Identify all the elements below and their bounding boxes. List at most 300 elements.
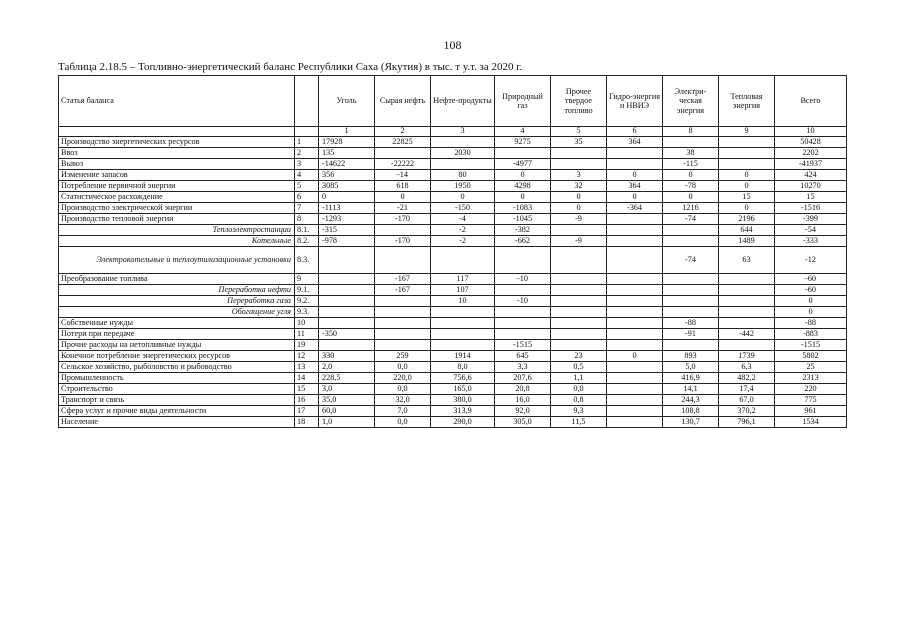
cell-value: -4977	[495, 159, 551, 170]
row-item-label: Электрокотельные и теплоутилизационные установки	[59, 247, 295, 274]
cell-value: 4298	[495, 181, 551, 192]
cell-value	[719, 318, 775, 329]
cell-value: 0	[495, 192, 551, 203]
table-row	[59, 137, 847, 148]
cell-value: 305,0	[495, 417, 551, 428]
cell-value	[607, 296, 663, 307]
cell-value: 108,8	[663, 406, 719, 417]
cell-value: -364	[607, 203, 663, 214]
column-header	[295, 76, 319, 127]
cell-value	[719, 285, 775, 296]
cell-value	[607, 159, 663, 170]
cell-value	[551, 159, 607, 170]
column-header: Тепловая энергия	[719, 76, 775, 127]
cell-value: 7,0	[375, 406, 431, 417]
cell-value: 6,3	[719, 362, 775, 373]
cell-value: -12	[775, 247, 847, 274]
cell-value: 0,8	[551, 395, 607, 406]
cell-value: 644	[719, 225, 775, 236]
cell-value: 8,0	[431, 362, 495, 373]
cell-value: 5,0	[663, 362, 719, 373]
row-item-label: Преобразование топлива	[59, 274, 295, 285]
cell-value	[495, 307, 551, 318]
cell-value: 11,5	[551, 417, 607, 428]
row-code: 13	[295, 362, 319, 373]
cell-value: 3085	[319, 181, 375, 192]
cell-value: 618	[375, 181, 431, 192]
cell-value: 1950	[431, 181, 495, 192]
cell-value: 2202	[775, 148, 847, 159]
cell-value: 0	[775, 296, 847, 307]
cell-value: 0	[607, 192, 663, 203]
cell-value	[431, 340, 495, 351]
cell-value: -14	[375, 170, 431, 181]
cell-value: 756,6	[431, 373, 495, 384]
cell-value: 67,0	[719, 395, 775, 406]
table-row	[59, 362, 847, 373]
cell-value: 220	[775, 384, 847, 395]
cell-value: 38	[663, 148, 719, 159]
column-header: Сырая нефть	[375, 76, 431, 127]
cell-value	[663, 225, 719, 236]
row-code: 10	[295, 318, 319, 329]
column-header: Гидро-энергия и НВИЭ	[607, 76, 663, 127]
cell-value: 20,8	[495, 384, 551, 395]
cell-value: -170	[375, 236, 431, 247]
cell-value: 0	[375, 192, 431, 203]
row-code: 2	[295, 148, 319, 159]
cell-value	[663, 236, 719, 247]
cell-value: 16,0	[495, 395, 551, 406]
cell-value	[319, 274, 375, 285]
cell-value: 0	[551, 192, 607, 203]
cell-value: 17,4	[719, 384, 775, 395]
cell-value	[431, 159, 495, 170]
column-number: 8	[663, 127, 719, 137]
column-header: Электри-ческая энергия	[663, 76, 719, 127]
column-header: Прочее твердое топливо	[551, 76, 607, 127]
cell-value: -74	[663, 247, 719, 274]
column-number: 9	[719, 127, 775, 137]
cell-value	[375, 340, 431, 351]
cell-value: -1515	[495, 340, 551, 351]
row-item-label: Потребление первичной энергии	[59, 181, 295, 192]
row-code: 9.2.	[295, 296, 319, 307]
cell-value: 416,9	[663, 373, 719, 384]
table-row	[59, 148, 847, 159]
energy-balance-table	[58, 75, 847, 428]
cell-value	[375, 148, 431, 159]
cell-value	[719, 307, 775, 318]
table-row	[59, 247, 847, 274]
cell-value: -883	[775, 329, 847, 340]
cell-value: -22222	[375, 159, 431, 170]
cell-value: -978	[319, 236, 375, 247]
cell-value	[607, 395, 663, 406]
cell-value	[607, 406, 663, 417]
cell-value: -91	[663, 329, 719, 340]
row-code: 9.1.	[295, 285, 319, 296]
cell-value: 23	[551, 351, 607, 362]
cell-value	[663, 137, 719, 148]
cell-value: -1515	[775, 340, 847, 351]
cell-value: 0,0	[375, 417, 431, 428]
cell-value	[551, 274, 607, 285]
cell-value: 32	[551, 181, 607, 192]
cell-value: -1293	[319, 214, 375, 225]
cell-value: 0	[551, 203, 607, 214]
cell-value	[551, 225, 607, 236]
column-number	[295, 127, 319, 137]
cell-value	[551, 318, 607, 329]
cell-value: 107	[431, 285, 495, 296]
cell-value: 35,0	[319, 395, 375, 406]
cell-value	[551, 329, 607, 340]
table-row	[59, 395, 847, 406]
cell-value	[607, 362, 663, 373]
cell-value: 35	[551, 137, 607, 148]
cell-value	[607, 148, 663, 159]
cell-value	[495, 329, 551, 340]
cell-value: -60	[775, 274, 847, 285]
cell-value: 370,2	[719, 406, 775, 417]
cell-value: 0	[607, 170, 663, 181]
column-header: Статья баланса	[59, 76, 295, 127]
cell-value: 207,6	[495, 373, 551, 384]
cell-value	[719, 159, 775, 170]
table-row	[59, 351, 847, 362]
row-item-label: Переработка газа	[59, 296, 295, 307]
cell-value: 893	[663, 351, 719, 362]
cell-value	[607, 329, 663, 340]
cell-value: 0	[719, 170, 775, 181]
cell-value	[607, 247, 663, 274]
cell-value: -382	[495, 225, 551, 236]
cell-value	[607, 225, 663, 236]
cell-value: 15	[775, 192, 847, 203]
row-item-label: Теплоэлектростанции	[59, 225, 295, 236]
cell-value: -4	[431, 214, 495, 225]
cell-value	[663, 274, 719, 285]
cell-value: 775	[775, 395, 847, 406]
row-code: 8	[295, 214, 319, 225]
cell-value: 0	[775, 307, 847, 318]
cell-value: 5802	[775, 351, 847, 362]
cell-value	[319, 296, 375, 307]
cell-value: -167	[375, 285, 431, 296]
row-item-label: Производство тепловой энергии	[59, 214, 295, 225]
cell-value	[551, 285, 607, 296]
cell-value: 645	[495, 351, 551, 362]
cell-value	[607, 214, 663, 225]
page-number: 108	[443, 38, 462, 52]
cell-value: -14622	[319, 159, 375, 170]
column-header: Нефте-продукты	[431, 76, 495, 127]
table-row	[59, 225, 847, 236]
row-item-label: Изменение запасов	[59, 170, 295, 181]
cell-value: 1914	[431, 351, 495, 362]
cell-value: 3,0	[319, 384, 375, 395]
row-item-label: Производство электрической энергии	[59, 203, 295, 214]
cell-value: 9275	[495, 137, 551, 148]
table-row	[59, 170, 847, 181]
table-caption: Таблица 2.18.5 – Топливно-энергетический баланс Республики Саха (Якутия) в тыс. т у.т. за 2020 г.	[58, 61, 523, 73]
row-code: 7	[295, 203, 319, 214]
cell-value: 10	[431, 296, 495, 307]
cell-value: 0	[319, 192, 375, 203]
cell-value: 259	[375, 351, 431, 362]
row-item-label: Статистическое расхождение	[59, 192, 295, 203]
cell-value	[607, 373, 663, 384]
table-row	[59, 274, 847, 285]
row-code: 19	[295, 340, 319, 351]
row-code: 1	[295, 137, 319, 148]
cell-value	[607, 318, 663, 329]
cell-value: -41937	[775, 159, 847, 170]
cell-value: 1216	[663, 203, 719, 214]
column-header: Всего	[775, 76, 847, 127]
table-row	[59, 203, 847, 214]
cell-value: -1083	[495, 203, 551, 214]
cell-value: -1113	[319, 203, 375, 214]
cell-value	[663, 340, 719, 351]
cell-value: 2313	[775, 373, 847, 384]
cell-value	[607, 340, 663, 351]
row-code: 18	[295, 417, 319, 428]
row-code: 3	[295, 159, 319, 170]
cell-value: -150	[431, 203, 495, 214]
row-code: 17	[295, 406, 319, 417]
row-item-label: Вывоз	[59, 159, 295, 170]
column-header: Уголь	[319, 76, 375, 127]
cell-value	[319, 307, 375, 318]
column-number: 3	[431, 127, 495, 137]
row-code: 15	[295, 384, 319, 395]
row-item-label: Собственные нужды	[59, 318, 295, 329]
cell-value: -2	[431, 236, 495, 247]
cell-value: 2030	[431, 148, 495, 159]
row-item-label: Транспорт и связь	[59, 395, 295, 406]
column-number: 10	[775, 127, 847, 137]
cell-value: 290,0	[431, 417, 495, 428]
cell-value: -54	[775, 225, 847, 236]
cell-value: 364	[607, 181, 663, 192]
cell-value	[495, 247, 551, 274]
cell-value	[607, 417, 663, 428]
cell-value	[375, 247, 431, 274]
row-item-label: Конечное потребление энергетических ресурсов	[59, 351, 295, 362]
cell-value: -78	[663, 181, 719, 192]
column-number-row	[59, 127, 847, 137]
cell-value: 50428	[775, 137, 847, 148]
column-number: 1	[319, 127, 375, 137]
cell-value: 0	[663, 170, 719, 181]
cell-value: -88	[775, 318, 847, 329]
table-row	[59, 181, 847, 192]
cell-value: 15	[719, 192, 775, 203]
cell-value	[431, 329, 495, 340]
cell-value	[607, 236, 663, 247]
row-item-label: Прочие расходы на нетопливные нужды	[59, 340, 295, 351]
cell-value	[719, 274, 775, 285]
cell-value: 2196	[719, 214, 775, 225]
row-item-label: Сельское хозяйство, рыболовство и рыбоводство	[59, 362, 295, 373]
cell-value	[319, 285, 375, 296]
cell-value: 130,7	[663, 417, 719, 428]
row-code: 9.3.	[295, 307, 319, 318]
cell-value: 1,0	[319, 417, 375, 428]
cell-value: -167	[375, 274, 431, 285]
table-row	[59, 340, 847, 351]
cell-value: 0,0	[375, 362, 431, 373]
cell-value: 313,9	[431, 406, 495, 417]
cell-value: -9	[551, 214, 607, 225]
cell-value: 10270	[775, 181, 847, 192]
header-row	[59, 76, 847, 127]
table-row	[59, 192, 847, 203]
cell-value	[375, 329, 431, 340]
cell-value: 424	[775, 170, 847, 181]
row-code: 8.3.	[295, 247, 319, 274]
cell-value: -399	[775, 214, 847, 225]
cell-value	[607, 285, 663, 296]
cell-value: 1,1	[551, 373, 607, 384]
cell-value: 0	[431, 192, 495, 203]
cell-value: 3,3	[495, 362, 551, 373]
cell-value	[319, 318, 375, 329]
cell-value: 2,0	[319, 362, 375, 373]
table-row	[59, 214, 847, 225]
cell-value: 14,1	[663, 384, 719, 395]
row-item-label: Потери при передаче	[59, 329, 295, 340]
row-code: 9	[295, 274, 319, 285]
column-number: 2	[375, 127, 431, 137]
cell-value: 796,1	[719, 417, 775, 428]
cell-value	[551, 148, 607, 159]
cell-value	[719, 340, 775, 351]
column-number: 6	[607, 127, 663, 137]
cell-value	[607, 384, 663, 395]
cell-value	[719, 137, 775, 148]
row-item-label: Котельные	[59, 236, 295, 247]
row-code: 16	[295, 395, 319, 406]
cell-value	[319, 247, 375, 274]
cell-value	[607, 274, 663, 285]
cell-value: 117	[431, 274, 495, 285]
cell-value	[663, 296, 719, 307]
cell-value: 0,0	[375, 384, 431, 395]
column-header: Природный газ	[495, 76, 551, 127]
cell-value: 9,3	[551, 406, 607, 417]
table-row	[59, 373, 847, 384]
cell-value: -2	[431, 225, 495, 236]
cell-value: 25	[775, 362, 847, 373]
cell-value: 1489	[719, 236, 775, 247]
table-row	[59, 236, 847, 247]
cell-value	[375, 318, 431, 329]
row-item-label: Переработка нефти	[59, 285, 295, 296]
cell-value: -10	[495, 296, 551, 307]
cell-value: -442	[719, 329, 775, 340]
cell-value: 244,3	[663, 395, 719, 406]
cell-value	[663, 307, 719, 318]
column-number	[59, 127, 295, 137]
cell-value	[607, 307, 663, 318]
cell-value: 228,5	[319, 373, 375, 384]
row-item-label: Обогащение угля	[59, 307, 295, 318]
cell-value: 165,0	[431, 384, 495, 395]
cell-value	[375, 296, 431, 307]
cell-value	[551, 296, 607, 307]
cell-value	[719, 148, 775, 159]
cell-value: -88	[663, 318, 719, 329]
cell-value: 0,5	[551, 362, 607, 373]
table-row	[59, 417, 847, 428]
cell-value: 92,0	[495, 406, 551, 417]
column-number: 5	[551, 127, 607, 137]
cell-value: 60,0	[319, 406, 375, 417]
column-number: 4	[495, 127, 551, 137]
cell-value	[431, 307, 495, 318]
row-item-label: Ввоз	[59, 148, 295, 159]
row-code: 5	[295, 181, 319, 192]
row-code: 12	[295, 351, 319, 362]
cell-value: 135	[319, 148, 375, 159]
cell-value: 482,2	[719, 373, 775, 384]
cell-value	[551, 340, 607, 351]
cell-value	[495, 148, 551, 159]
table-row	[59, 296, 847, 307]
cell-value: 17928	[319, 137, 375, 148]
cell-value	[375, 225, 431, 236]
cell-value: 22825	[375, 137, 431, 148]
table-row	[59, 318, 847, 329]
table-row	[59, 285, 847, 296]
table-row	[59, 406, 847, 417]
cell-value: -170	[375, 214, 431, 225]
row-code: 8.1.	[295, 225, 319, 236]
cell-value: -333	[775, 236, 847, 247]
row-code: 6	[295, 192, 319, 203]
cell-value: 1739	[719, 351, 775, 362]
cell-value: 80	[431, 170, 495, 181]
cell-value: 356	[319, 170, 375, 181]
cell-value: 1534	[775, 417, 847, 428]
cell-value: -9	[551, 236, 607, 247]
cell-value: -60	[775, 285, 847, 296]
cell-value	[431, 318, 495, 329]
cell-value: -1045	[495, 214, 551, 225]
row-code: 8.2.	[295, 236, 319, 247]
cell-value: 32,0	[375, 395, 431, 406]
row-item-label: Промышленность	[59, 373, 295, 384]
cell-value: 0	[663, 192, 719, 203]
cell-value	[551, 307, 607, 318]
row-code: 14	[295, 373, 319, 384]
row-code: 11	[295, 329, 319, 340]
cell-value: 0	[607, 351, 663, 362]
cell-value: -315	[319, 225, 375, 236]
row-item-label: Строительство	[59, 384, 295, 395]
row-code: 4	[295, 170, 319, 181]
cell-value: -74	[663, 214, 719, 225]
cell-value	[495, 285, 551, 296]
cell-value: 0	[719, 181, 775, 192]
cell-value: -21	[375, 203, 431, 214]
cell-value	[375, 307, 431, 318]
row-item-label: Сфера услуг и прочие виды деятельности	[59, 406, 295, 417]
cell-value: -1516	[775, 203, 847, 214]
